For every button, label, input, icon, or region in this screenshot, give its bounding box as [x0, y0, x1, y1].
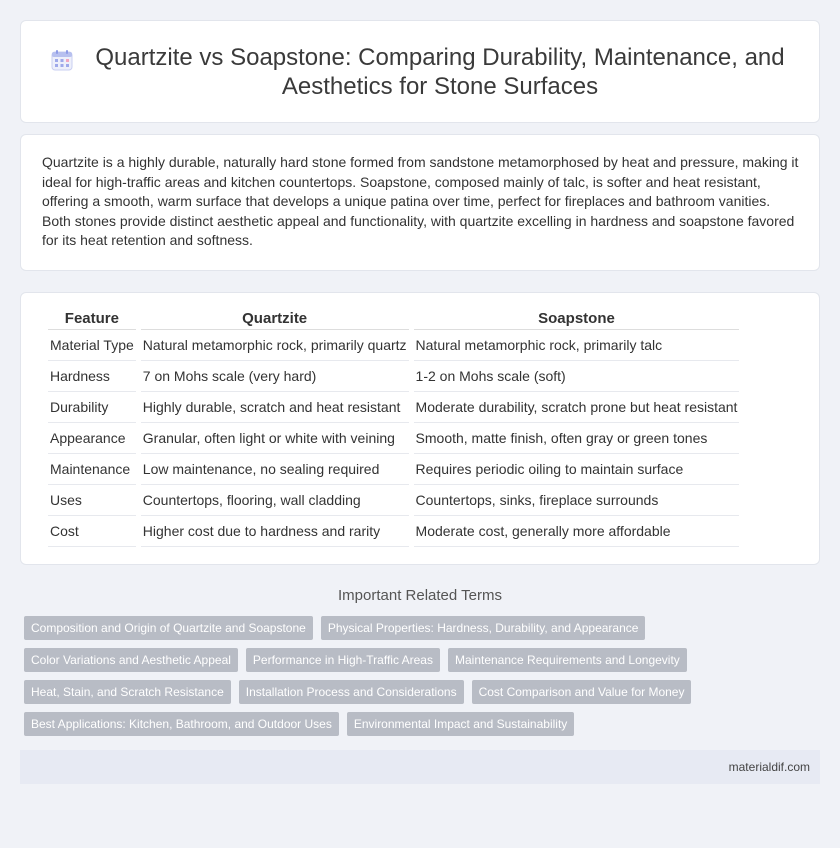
table-cell: Granular, often light or white with veining [141, 423, 409, 454]
table-cell: Moderate cost, generally more affordable [414, 516, 740, 547]
related-term-tag[interactable]: Environmental Impact and Sustainability [347, 712, 574, 736]
related-term-tag[interactable]: Performance in High-Traffic Areas [246, 648, 440, 672]
column-header-quartzite: Quartzite [141, 305, 409, 330]
page-title: Quartzite vs Soapstone: Comparing Durability, Maintenance, and Aesthetics for Stone Surfaces [95, 43, 785, 100]
table-cell: Natural metamorphic rock, primarily quartz [141, 330, 409, 361]
related-term-tag[interactable]: Installation Process and Considerations [239, 680, 464, 704]
table-header-row [48, 305, 739, 330]
comparison-table [43, 305, 744, 547]
intro-card [20, 134, 820, 271]
footer-site-link[interactable]: materialdif.com [728, 759, 810, 774]
table-cell: Durability [48, 392, 136, 423]
related-term-tag[interactable]: Cost Comparison and Value for Money [472, 680, 692, 704]
related-term-tag[interactable]: Composition and Origin of Quartzite and Soapstone [24, 616, 313, 640]
table-cell: Material Type [48, 330, 136, 361]
table-cell: Higher cost due to hardness and rarity [141, 516, 409, 547]
intro-paragraph: Quartzite is a highly durable, naturally hard stone formed from sandstone metamorphosed by heat and pressure, making it ideal for high-traffic areas and kitchen countertops. Soapstone, composed mainly of talc, is softer and heat resistant, offering a smooth, warm surface that develops a unique patina over time, perfect for fireplaces and bathroom vanities. Both stones provide distinct aesthetic appeal and functionality, with quartzite excelling in hardness and soapstone favored for its heat retention and softness. [42, 154, 799, 248]
table-row [48, 485, 739, 516]
title-card [20, 20, 820, 123]
related-term-tag[interactable]: Color Variations and Aesthetic Appeal [24, 648, 238, 672]
table-row [48, 361, 739, 392]
column-header-feature: Feature [48, 305, 136, 330]
table-cell: Maintenance [48, 454, 136, 485]
calendar-grid-icon [51, 49, 73, 71]
column-header-soapstone: Soapstone [414, 305, 740, 330]
table-cell: Moderate durability, scratch prone but heat resistant [414, 392, 740, 423]
table-cell: 7 on Mohs scale (very hard) [141, 361, 409, 392]
table-cell: Hardness [48, 361, 136, 392]
table-cell: Requires periodic oiling to maintain surface [414, 454, 740, 485]
table-cell: Natural metamorphic rock, primarily talc [414, 330, 740, 361]
related-term-tag[interactable]: Physical Properties: Hardness, Durability, and Appearance [321, 616, 646, 640]
table-cell: Highly durable, scratch and heat resistant [141, 392, 409, 423]
footer [20, 750, 820, 784]
related-term-tag[interactable]: Maintenance Requirements and Longevity [448, 648, 687, 672]
table-cell: 1-2 on Mohs scale (soft) [414, 361, 740, 392]
table-row [48, 454, 739, 485]
related-terms-heading: Important Related Terms [338, 586, 502, 604]
related-terms-list [24, 616, 816, 736]
table-cell: Countertops, flooring, wall cladding [141, 485, 409, 516]
table-row [48, 516, 739, 547]
table-cell: Smooth, matte finish, often gray or green tones [414, 423, 740, 454]
table-row [48, 423, 739, 454]
table-row [48, 330, 739, 361]
table-row [48, 392, 739, 423]
comparison-table-card [20, 292, 820, 565]
table-cell: Uses [48, 485, 136, 516]
table-cell: Low maintenance, no sealing required [141, 454, 409, 485]
table-cell: Cost [48, 516, 136, 547]
table-cell: Countertops, sinks, fireplace surrounds [414, 485, 740, 516]
related-term-tag[interactable]: Heat, Stain, and Scratch Resistance [24, 680, 231, 704]
table-cell: Appearance [48, 423, 136, 454]
related-term-tag[interactable]: Best Applications: Kitchen, Bathroom, and Outdoor Uses [24, 712, 339, 736]
